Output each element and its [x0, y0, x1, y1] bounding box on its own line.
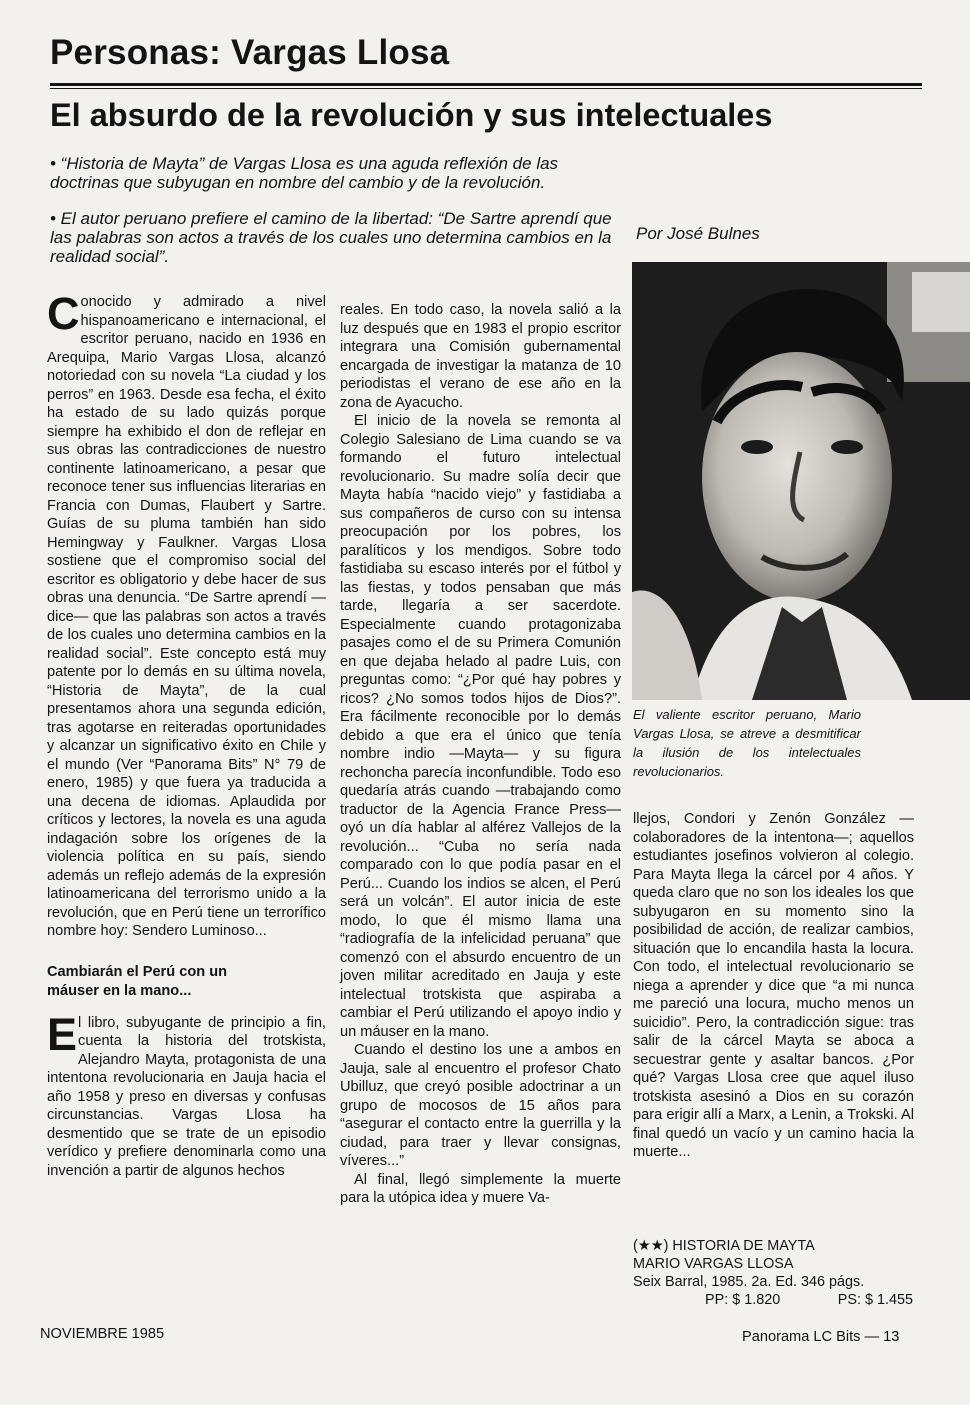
drop-cap-e: E — [47, 1008, 78, 1060]
paragraph: El inicio de la novela se remonta al Colegio Salesiano de Lima cuando se va formando el futuro intelectual revolucionario. Su madre solía decir que Mayta había “nacido viejo” y fastidiaba a sus compañeros de curso con su intensa preocupación por los pobres, los paralíticos y los mendigos. Sobre todo fastidiaba su escaso interés por el fútbol y las fiestas, y todos pensaban que más tarde, llegaría a ser sacerdote. Especialmente cuando protagonizaba pasajes como el de su Primera Comunión en que dejaba helado al padre Luis, con preguntas como: “¿Por qué hay pobres y ricos? ¿No somos todos hijos de Dios?”. Era fácilmente reconocible por lo demás debido a que era el único que tenía nombre indio —Mayta— y su figura rechoncha parecía inconfundible. Todo eso quedaría atrás cuando —trabajando como traductor de la Agencia France Press— oyó un día hablar al alférez Vallejos de la revolución... “Cuba no sería nada comparado con lo que podía pasar en el Perú... Cuando los indios se alcen, el Perú será un volcán”. El autor inicia de este modo, lo que él mismo llama una “radiografía de la infelicidad peruana” que comenzó con el absurdo encuentro de un joven militar acreditado en Jauja y este intelectual trotskista que aspiraba a cambiar el Perú utilizando el apoyo indio y un máuser en la mano. — [340, 413, 621, 1040]
paragraph: Cuando el destino los une a ambos en Jauja, sale al encuentro el profesor Chato Ubilluz, que creyó posible adoctrinar a un grupo de mocosos de 15 años para “asegurar el contacto entre la guerrilla y la ciudad, para traer y llevar consignas, víveres...” — [340, 1042, 621, 1169]
headline: El absurdo de la revolución y sus intelectuales — [50, 97, 773, 133]
book-title: HISTORIA DE MAYTA — [672, 1238, 815, 1254]
article-column-2 — [340, 301, 621, 1208]
price-ps: PS: $ 1.455 — [837, 1292, 913, 1308]
byline: Por José Bulnes — [636, 224, 760, 243]
article-column-3 — [633, 810, 914, 1162]
book-info — [633, 1237, 864, 1291]
book-author: MARIO VARGAS LLOSA — [633, 1256, 794, 1272]
paragraph: l libro, subyugante de principio a fin, cuenta la historia del trotskista, Alejandro Mayta, protagonista de una intentona revolucionaria en Jauja hacia el año 1958 y preso en diversas y confusas circunstancias. Vargas Llosa ha desmentido que se trate de un episodio verídico y prefiere denominarla como una invención a partir de algunos hechos — [47, 1014, 326, 1179]
header-rule-thin — [50, 88, 922, 89]
article-column-1 — [47, 288, 326, 1180]
summary-bullet-1: • “Historia de Mayta” de Vargas Llosa es una aguda reflexión de las doctrinas que subyugan en nombre del cambio y de la revolución. — [50, 154, 559, 192]
book-edition: Seix Barral, 1985. 2a. Ed. 346 págs. — [633, 1274, 865, 1290]
price-pp: PP: $ 1.820 — [705, 1292, 781, 1308]
footer-date: NOVIEMBRE 1985 — [40, 1326, 165, 1342]
paragraph: llejos, Condori y Zenón González —colaboradores de la intentona—; aquellos estudiantes josefinos volvieron al colegio. Para Mayta llega la cárcel por 4 años. Y queda claro que no son los ideales los que subyugaron en su momento sino la posibilidad de acción, de realizar cambios, situación que lo encandila hasta la locura. Con todo, el intelectual revolucionario se niega a aprender y dice que “a mi nunca me pareció una locura, mucho menos un suicidio”. Pero, la contradicción sigue: tras salir de la cárcel Mayta se aboca a secuestrar gente y asaltar bancos. ¿Por qué? Vargas Llosa cree que aquel iluso trotskista asesinó a Dios en su corazón para erigir allí a Marx, a Lenin, a Trokski. Al final quedó un vacío y un camino hacia la muerte... — [633, 811, 914, 1160]
book-title-line — [633, 1237, 864, 1255]
section-title: Personas: Vargas Llosa — [50, 33, 450, 72]
header-rule — [50, 83, 922, 86]
subheading: Cambiarán el Perú con un máuser en la mano... — [47, 963, 228, 999]
paragraph: reales. En todo caso, la novela salió a la luz después que en 1983 el propio escritor integrara una Comisión gubernamental encargada de investigar la matanza de 10 periodistas el verano de ese año en la zona de Ayacucho. — [340, 302, 621, 411]
author-photo — [632, 262, 970, 700]
paragraph: onocido y admirado a nivel hispanoamericano e internacional, el escritor peruano, nacido en 1936 en Arequipa, Mario Vargas Llosa, alcanzó notoriedad con su novela “La ciudad y los perros” en 1963. Desde esa fecha, el éxito ha estado de su lado quizás porque siempre ha exhibido el don de reflejar en sus obras las contradicciones de nuestro continente latinoamericano, a pesar que reconoce tener sus influencias literarias en Francia con Dumas, Flaubert y Sartre. Guías de su pluma también han sido Hemingway y Faulkner. Vargas Llosa sostiene que el compromiso social del escritor es obligatorio y debe hacer de sus obras una denuncia. “De Sartre aprendí —dice— que las palabras son actos a través de los cuales uno determina cambios en la realidad social”. Este concepto está muy patente por lo demás en su última novela, “Historia de Mayta”, de la cual presentamos ahora una segunda edición, tras agotarse en reiteradas oportunidades y alcanzar un significativo éxito en Chile y el mundo (Ver “Panorama Bits” N° 79 de enero, 1985) y que fuera ya traducida a una decena de idiomas. Aplaudida por críticos y lectores, la novela es una aguda indagación sobre los orígenes de la violencia política en su país, siendo además un reflejo además de la expresión latinoamericana del terrorismo unido a la revolución, que en Perú tiene un terrorífico nombre hoy: Sendero Luminoso... — [47, 294, 326, 939]
photo-caption: El valiente escritor peruano, Mario Vargas Llosa, se atreve a desmitificar la ilusión de los intelectuales revolucionarios. — [633, 707, 861, 779]
book-prices — [705, 1292, 913, 1308]
footer-page: Panorama LC Bits — 13 — [742, 1329, 900, 1345]
star-rating: (★★) — [633, 1238, 669, 1254]
paragraph: Al final, llegó simplemente la muerte para la utópica idea y muere Va- — [340, 1171, 621, 1206]
portrait-illustration — [632, 262, 970, 700]
drop-cap-c: C — [47, 288, 80, 339]
summary-bullet-2: • El autor peruano prefiere el camino de la libertad: “De Sartre aprendí que las palabras son actos a través de los cuales uno determina cambios en la realidad social”. — [50, 209, 612, 266]
